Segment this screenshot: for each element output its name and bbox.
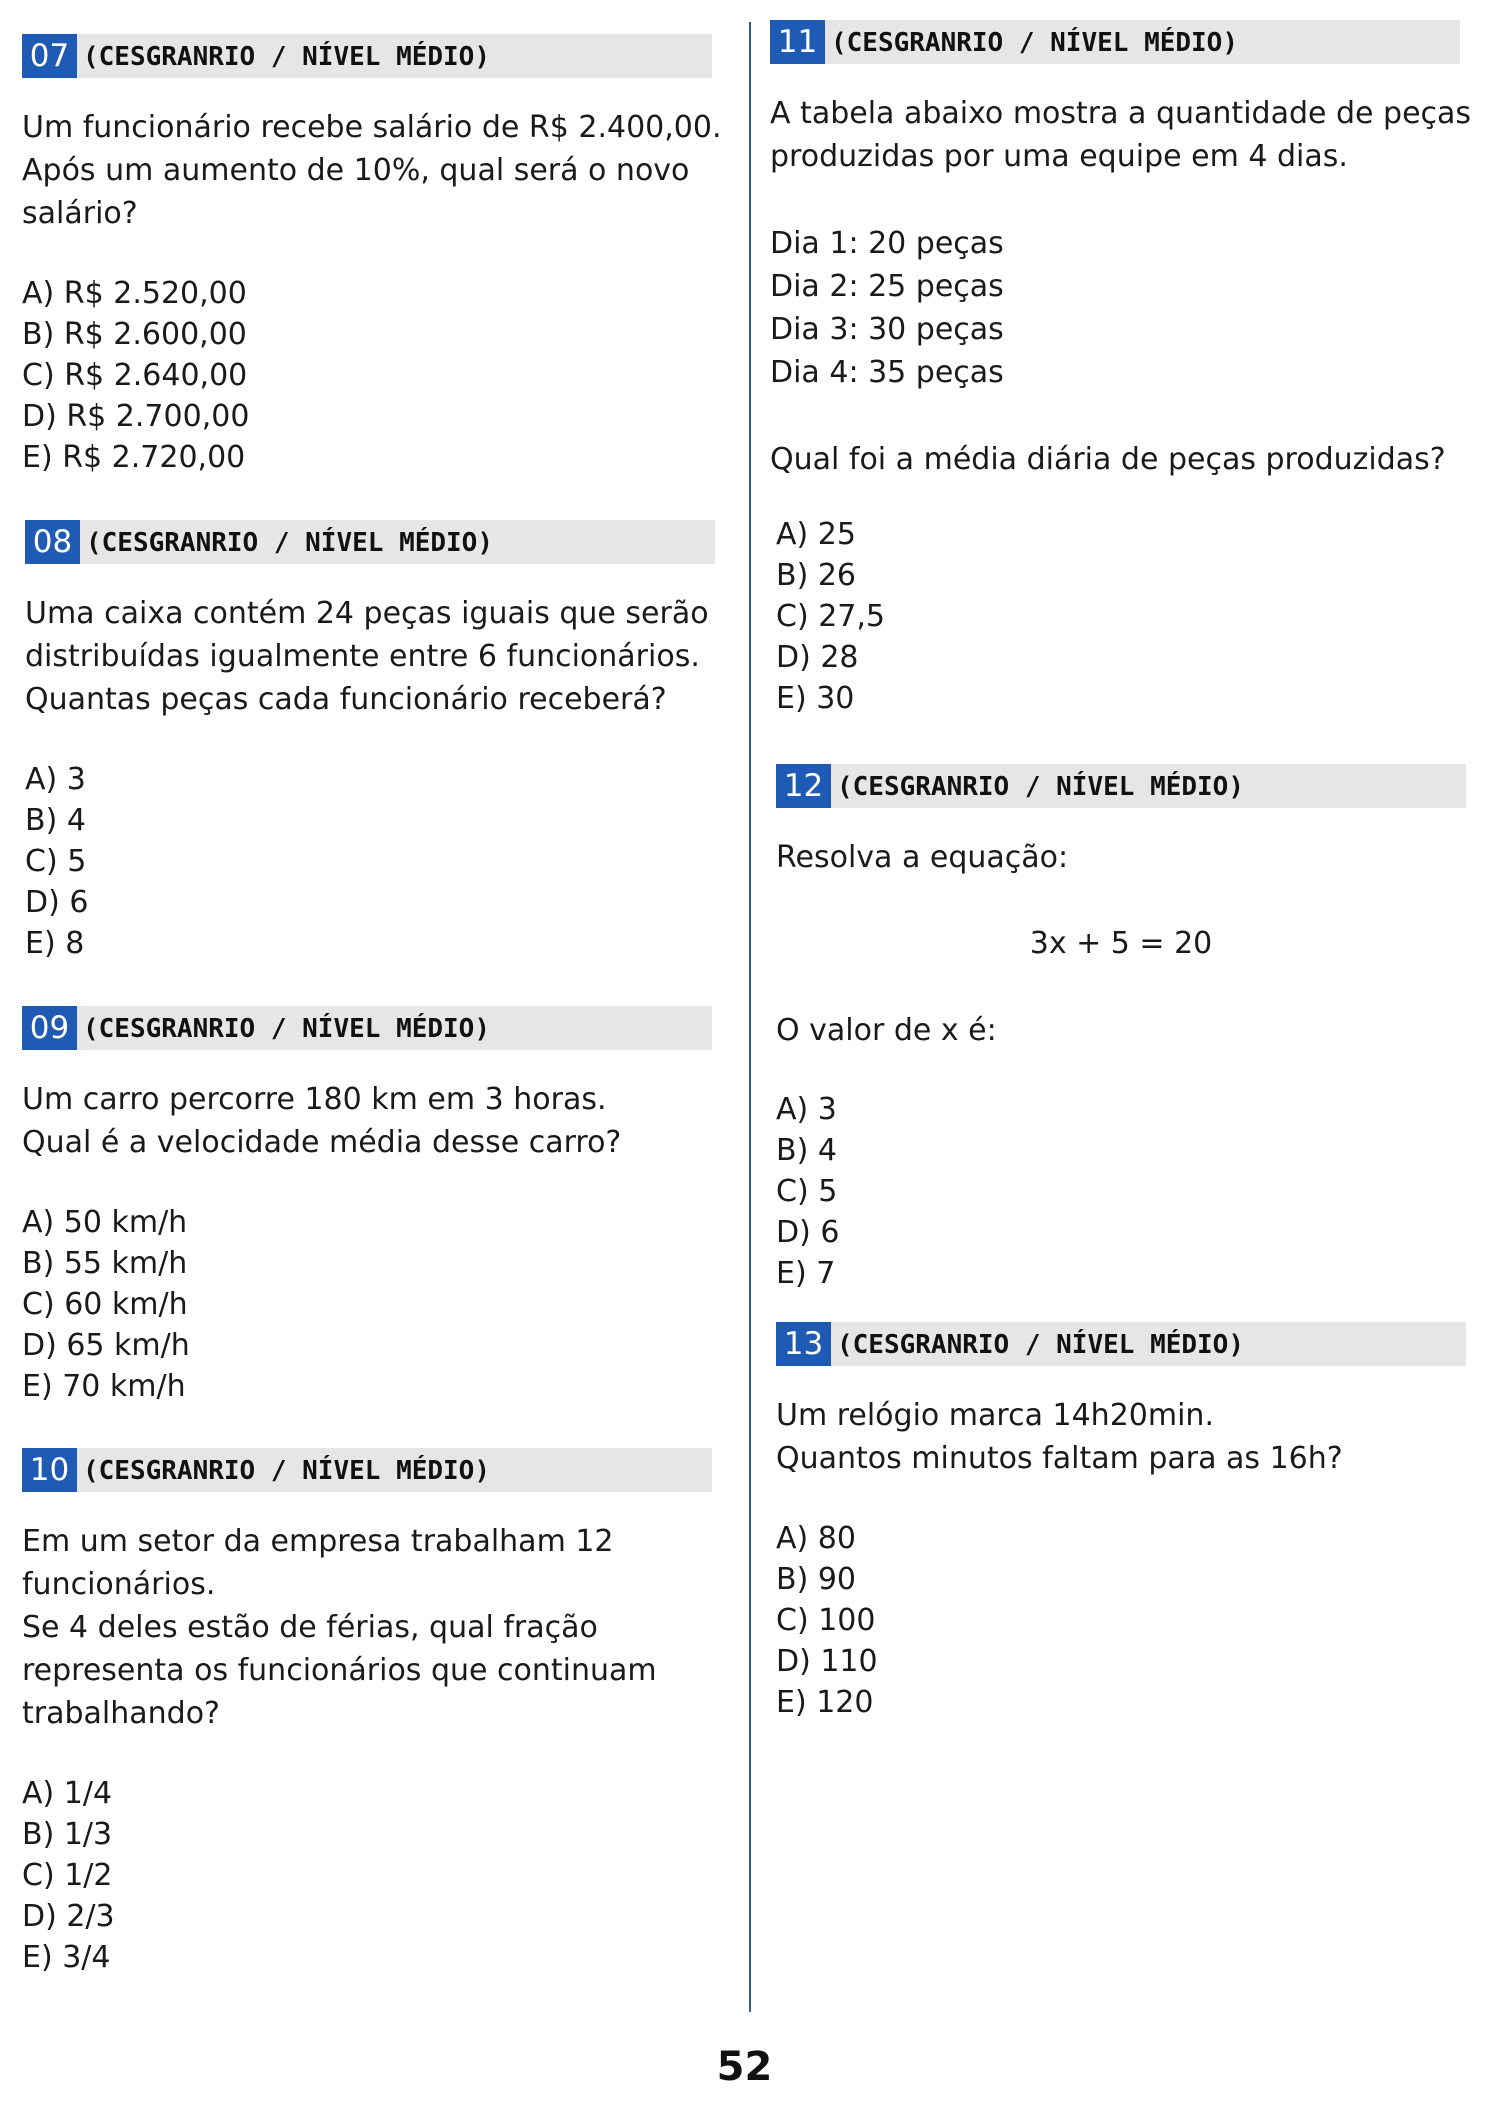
option-e: E) 120 bbox=[776, 1685, 874, 1720]
option-a: A) R$ 2.520,00 bbox=[22, 276, 247, 311]
option-e: E) 70 km/h bbox=[22, 1369, 186, 1404]
statement-line: Resolva a equação: bbox=[776, 840, 1069, 875]
question-header bbox=[25, 520, 715, 564]
question-header bbox=[776, 764, 1466, 808]
option-e: E) 8 bbox=[25, 926, 85, 961]
option-a: A) 25 bbox=[776, 517, 856, 552]
question-source: (CESGRANRIO / NÍVEL MÉDIO) bbox=[837, 1330, 1244, 1360]
question-header bbox=[22, 1448, 712, 1492]
option-c: C) 1/2 bbox=[22, 1858, 113, 1893]
question-source: (CESGRANRIO / NÍVEL MÉDIO) bbox=[831, 28, 1238, 58]
question-header bbox=[22, 1006, 712, 1050]
option-d: D) 6 bbox=[25, 885, 89, 920]
statement-line: representa os funcionários que continuam bbox=[22, 1653, 657, 1688]
statement-line: Uma caixa contém 24 peças iguais que serão bbox=[25, 596, 709, 631]
table-row: Dia 3: 30 peças bbox=[770, 312, 1004, 347]
option-a: A) 1/4 bbox=[22, 1776, 113, 1811]
statement-line: distribuídas igualmente entre 6 funcionários. bbox=[25, 639, 700, 674]
question-header bbox=[22, 34, 712, 78]
option-a: A) 50 km/h bbox=[22, 1205, 188, 1240]
option-b: B) 26 bbox=[776, 558, 856, 593]
option-c: C) 5 bbox=[776, 1174, 838, 1209]
option-d: D) 110 bbox=[776, 1644, 878, 1679]
option-b: B) 55 km/h bbox=[22, 1246, 188, 1281]
option-b: B) 1/3 bbox=[22, 1817, 113, 1852]
statement-line: produzidas por uma equipe em 4 dias. bbox=[770, 139, 1348, 174]
question-number: 10 bbox=[22, 1448, 77, 1492]
statement-line: Um funcionário recebe salário de R$ 2.400,00. bbox=[22, 110, 722, 145]
table-row: Dia 2: 25 peças bbox=[770, 269, 1004, 304]
option-c: C) 60 km/h bbox=[22, 1287, 188, 1322]
option-a: A) 80 bbox=[776, 1521, 856, 1556]
statement-line: trabalhando? bbox=[22, 1696, 220, 1731]
question-source: (CESGRANRIO / NÍVEL MÉDIO) bbox=[86, 528, 493, 558]
question-source: (CESGRANRIO / NÍVEL MÉDIO) bbox=[83, 1456, 490, 1486]
equation: 3x + 5 = 20 bbox=[1029, 926, 1213, 961]
question-number: 08 bbox=[25, 520, 80, 564]
statement-line: A tabela abaixo mostra a quantidade de peças bbox=[770, 96, 1472, 131]
option-c: C) R$ 2.640,00 bbox=[22, 358, 248, 393]
option-d: D) 2/3 bbox=[22, 1899, 115, 1934]
question-header bbox=[776, 1322, 1466, 1366]
question-prompt: Qual foi a média diária de peças produzidas? bbox=[770, 442, 1446, 477]
column-divider bbox=[749, 22, 751, 2012]
question-number: 13 bbox=[776, 1322, 831, 1366]
page-number: 52 bbox=[716, 2044, 773, 2090]
question-number: 07 bbox=[22, 34, 77, 78]
statement-line: Um carro percorre 180 km em 3 horas. bbox=[22, 1082, 607, 1117]
statement-line: Em um setor da empresa trabalham 12 bbox=[22, 1524, 614, 1559]
statement-line: Qual é a velocidade média desse carro? bbox=[22, 1125, 622, 1160]
option-c: C) 27,5 bbox=[776, 599, 885, 634]
option-d: D) 6 bbox=[776, 1215, 840, 1250]
statement-line: Um relógio marca 14h20min. bbox=[776, 1398, 1214, 1433]
table-row: Dia 1: 20 peças bbox=[770, 226, 1004, 261]
statement-line: Quantas peças cada funcionário receberá? bbox=[25, 682, 667, 717]
option-b: B) 4 bbox=[776, 1133, 837, 1168]
question-prompt: O valor de x é: bbox=[776, 1013, 997, 1048]
statement-line: Se 4 deles estão de férias, qual fração bbox=[22, 1610, 598, 1645]
option-d: D) R$ 2.700,00 bbox=[22, 399, 250, 434]
statement-line: funcionários. bbox=[22, 1567, 216, 1602]
option-d: D) 65 km/h bbox=[22, 1328, 190, 1363]
option-e: E) 30 bbox=[776, 681, 855, 716]
table-row: Dia 4: 35 peças bbox=[770, 355, 1004, 390]
statement-line: Quantos minutos faltam para as 16h? bbox=[776, 1441, 1343, 1476]
option-b: B) 4 bbox=[25, 803, 86, 838]
option-e: E) 3/4 bbox=[22, 1940, 111, 1975]
question-source: (CESGRANRIO / NÍVEL MÉDIO) bbox=[83, 1014, 490, 1044]
statement-line: salário? bbox=[22, 196, 138, 231]
question-number: 12 bbox=[776, 764, 831, 808]
question-header bbox=[770, 20, 1460, 64]
option-d: D) 28 bbox=[776, 640, 859, 675]
option-e: E) 7 bbox=[776, 1256, 836, 1291]
option-e: E) R$ 2.720,00 bbox=[22, 440, 246, 475]
option-a: A) 3 bbox=[25, 762, 86, 797]
option-b: B) R$ 2.600,00 bbox=[22, 317, 247, 352]
question-number: 09 bbox=[22, 1006, 77, 1050]
option-c: C) 100 bbox=[776, 1603, 876, 1638]
question-source: (CESGRANRIO / NÍVEL MÉDIO) bbox=[837, 772, 1244, 802]
question-source: (CESGRANRIO / NÍVEL MÉDIO) bbox=[83, 42, 490, 72]
option-a: A) 3 bbox=[776, 1092, 837, 1127]
option-b: B) 90 bbox=[776, 1562, 856, 1597]
statement-line: Após um aumento de 10%, qual será o novo bbox=[22, 153, 690, 188]
option-c: C) 5 bbox=[25, 844, 87, 879]
question-number: 11 bbox=[770, 20, 825, 64]
